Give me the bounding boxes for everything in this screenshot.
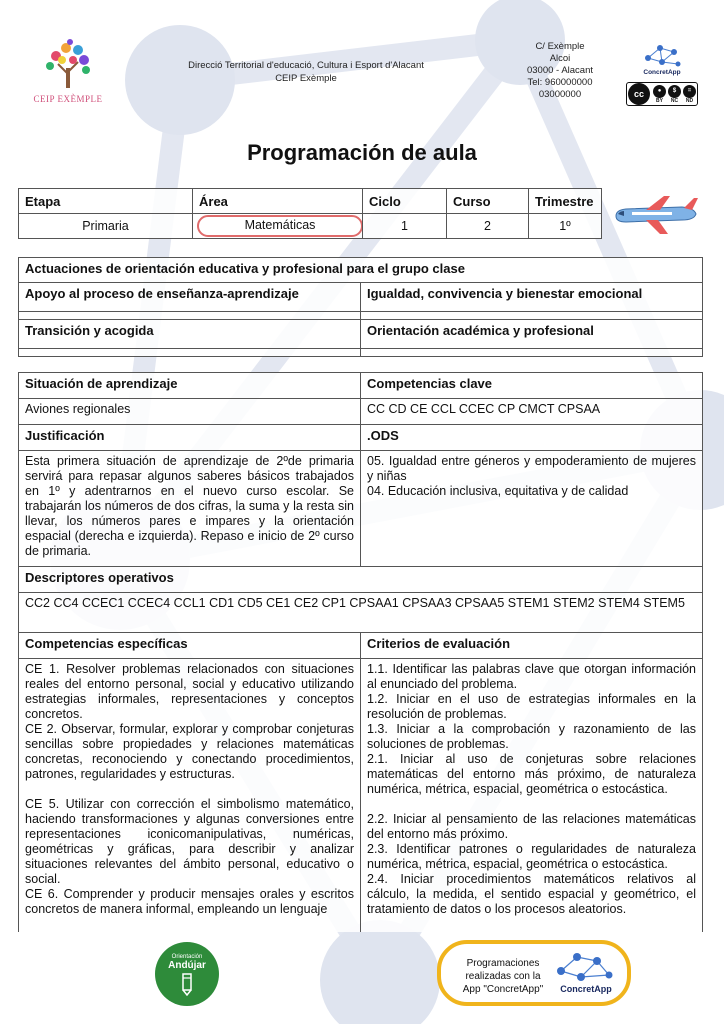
concretapp-footer-text: Programaciones realizadas con la App "ConcretApp": [462, 958, 544, 995]
specific-competency: CE 2. Observar, formular, explorar y comprobar conjeturas sencillas sobre propiedades y relaciones matemáticas concretas, reconociendo y conectando procedimientos, patrones, regularidades y estructuras.: [25, 722, 354, 781]
orientation-transition: Transición y acogida: [19, 320, 361, 349]
cycle-value: 1: [363, 214, 447, 239]
ods-item: 05. Igualdad entre géneros y empoderamiento de mujeres y niñas: [367, 454, 696, 483]
directorate-line: Direcció Territorial d'educació, Cultura i Esport d'Alacant: [188, 60, 424, 71]
school-address: [510, 41, 610, 101]
concretapp-logo: [640, 40, 684, 80]
cc-icon: cc: [628, 83, 650, 105]
competencies-value: CC CD CE CCL CCEC CP CMCT CPSAA: [361, 399, 703, 425]
concretapp-logo-text: ConcretApp: [643, 69, 681, 76]
descriptors-header: Descriptores operativos: [19, 567, 703, 593]
criterion: 2.2. Iniciar al pensamiento de las relaciones matemáticas del entorno más próximo.: [367, 812, 696, 841]
learning-situation-table: [18, 372, 703, 932]
ods-list: [361, 451, 703, 567]
badge-line1: Orientación: [171, 954, 203, 960]
area-value: Matemáticas: [197, 215, 363, 237]
stage-table: [18, 188, 602, 239]
stage-value: Primaria: [19, 214, 193, 239]
area-header: Área: [193, 189, 363, 214]
airplane-icon: [612, 194, 698, 236]
criterion: 2.1. Iniciar al uso de conjeturas sobre relaciones matemáticas del entorno más próximo, de naturaleza numérica, métrica, espacial, geométrica o estocástica.: [367, 752, 696, 796]
descriptors-text: CC2 CC4 CCEC1 CCEC4 CCL1 CD1 CD5 CE1 CE2 CP1 CPSAA1 CPSAA3 CPSAA5 STEM1 STEM2 STEM4 STEM5: [19, 593, 703, 633]
orientation-empty-cell: [19, 312, 361, 320]
area-cell: [193, 214, 363, 239]
situation-value: Aviones regionales: [19, 399, 361, 425]
orientation-empty-cell: [361, 312, 703, 320]
cc-nd-icon: = ND: [683, 85, 696, 104]
orientation-academic: Orientación académica y profesional: [361, 320, 703, 349]
orientation-support: Apoyo al proceso de enseñanza-aprendizaje: [19, 283, 361, 312]
orientation-table: [18, 257, 703, 357]
course-value: 2: [447, 214, 529, 239]
address-city: Alcoi: [549, 53, 571, 64]
specific-competencies-cell: [19, 659, 361, 933]
justification-header: Justificación: [19, 425, 361, 451]
directorate: [168, 59, 444, 85]
concretapp-logo-text: ConcretApp: [560, 984, 612, 994]
orientation-equality: Igualdad, convivencia y bienestar emocional: [361, 283, 703, 312]
cc-license-badge: [626, 82, 698, 106]
cc-by-icon: ● BY: [653, 85, 666, 104]
ods-item: 04. Educación inclusiva, equitativa y de calidad: [367, 484, 629, 498]
justification-text: Esta primera situación de aprendizaje de 2ºde primaria servirá para repasar algunos saberes básicos trabajados en 1º y adentrarnos en el nuevo curso escolar. Se trabajarán los números de dos cifras, la suma y la resta sin llevar, los números pares e impares y la orientación espacial (derecha e izquierda). Repaso e inicio de 2º curso de primaria.: [19, 451, 361, 567]
address-street: C/ Exèmple: [535, 41, 585, 52]
evaluation-criteria-header: Criterios de evaluación: [361, 633, 703, 659]
orientation-empty-cell: [19, 349, 361, 357]
concretapp-logo: [551, 949, 621, 999]
license-block: [626, 40, 700, 106]
specific-competency: CE 6. Comprender y producir mensajes orales y escritos concretos de manera informal, empleando un lenguaje: [25, 887, 354, 916]
pencil-icon: [180, 972, 194, 996]
cc-nc-icon: $ NC: [668, 85, 681, 104]
stage-header: Etapa: [19, 189, 193, 214]
page-title: Programación de aula: [247, 140, 477, 165]
criterion: 1.1. Identificar las palabras clave que otorgan información al enunciado del problema.: [367, 662, 696, 691]
orientacion-andujar-logo: [155, 942, 219, 1006]
specific-competency: CE 1. Resolver problemas relacionados con situaciones reales del entorno personal, social y educativo utilizando estrategias informales, representaciones y conceptos concretos.: [25, 662, 354, 721]
competencies-header: Competencias clave: [361, 373, 703, 399]
criterion: 2.4. Iniciar procedimientos matemáticos relativos al cálculo, la medida, el sentido espacial y geométrico, el tratamiento de datos o los procesos aleatorios.: [367, 872, 696, 916]
stage-header-row: [19, 189, 602, 214]
orientation-title: Actuaciones de orientación educativa y profesional para el grupo clase: [19, 258, 703, 283]
address-postal: 03000 - Alacant: [526, 65, 594, 76]
school-logo: [28, 38, 108, 104]
concretapp-footer-badge: [437, 940, 631, 1006]
stage-value-row: [19, 214, 602, 239]
school-name: CEIP EXÈMPLE: [33, 94, 103, 104]
specific-competencies-header: Competencias específicas: [19, 633, 361, 659]
criterion: 1.3. Iniciar a la comprobación y razonamiento de las soluciones de problemas.: [367, 722, 696, 751]
address-phone: Tel: 960000000: [527, 77, 593, 88]
directorate-school: CEIP Exèmple: [275, 73, 337, 84]
ods-header: .ODS: [361, 425, 703, 451]
evaluation-criteria-cell: [361, 659, 703, 933]
tree-icon: [40, 38, 96, 92]
criterion: 1.2. Iniciar en el uso de estrategias informales en la resolución de problemas.: [367, 692, 696, 721]
criterion: 2.3. Identificar patrones o regularidades de naturaleza numérica, métrica, espacial, geométrica o estocástica.: [367, 842, 696, 871]
specific-competency: CE 5. Utilizar con corrección el simbolismo matemático, haciendo transformaciones y algunas conversiones entre representaciones iconicomanipulativas, numéricas, geométricas y gráficas, para describir y analizar situaciones relevantes del ámbito personal, educativo o social.: [25, 797, 354, 886]
course-header: Curso: [447, 189, 529, 214]
term-value: 1º: [529, 214, 602, 239]
address-code: 03000000: [538, 89, 582, 100]
badge-line2: Andújar: [168, 960, 206, 971]
cycle-header: Ciclo: [363, 189, 447, 214]
orientation-empty-cell: [361, 349, 703, 357]
situation-header: Situación de aprendizaje: [19, 373, 361, 399]
term-header: Trimestre: [529, 189, 602, 214]
